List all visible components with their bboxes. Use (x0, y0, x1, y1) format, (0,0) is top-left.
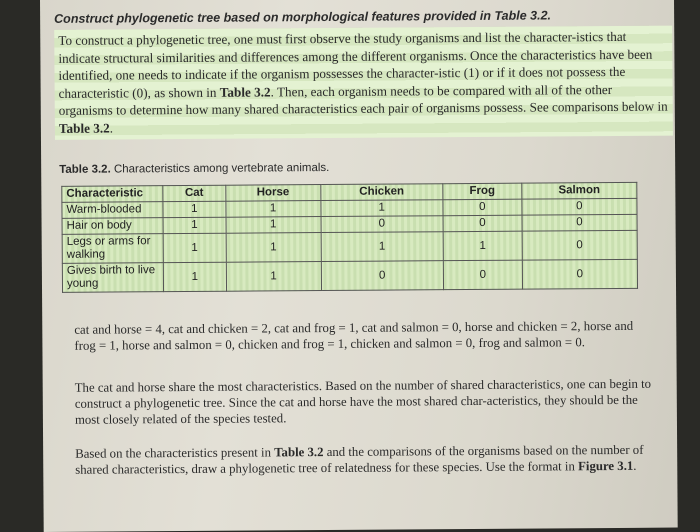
intro-text-1: To construct a phylogenetic tree, one must first observe the study organisms and list the character-istics that indicate structural similarities and differences among the different organisms. Once the characteristics have been identified, one needs to indicate if the organism possesses the character-istic (1) or if it does not possess the characteristic (0), as shown in (58, 28, 653, 101)
intro-paragraph (54, 26, 673, 140)
comparisons-paragraph: cat and horse = 4, cat and chicken = 2, cat and frog = 1, cat and salmon = 0, horse and chicken = 2, horse and frog = 1, horse and salmon = 0, chicken and frog = 1, chicken and salmon = 0, frog and salmon = 0. (74, 318, 634, 353)
instruction-text-1: Based on the characteristics present in (75, 445, 275, 461)
cell-value: 0 (522, 214, 637, 231)
cell-value: 1 (163, 233, 226, 262)
instruction-paragraph (75, 442, 655, 478)
cell-value: 0 (443, 199, 522, 216)
instruction-table-ref: Table 3.2 (274, 445, 324, 460)
cell-value: 1 (226, 201, 321, 218)
cell-value: 0 (522, 230, 637, 260)
cell-value: 1 (163, 201, 226, 217)
header-chicken: Chicken (320, 184, 443, 201)
cell-value: 0 (321, 261, 444, 291)
intro-table-ref-1: Table 3.2 (219, 84, 271, 100)
table-row (62, 230, 637, 263)
instruction-text-3: . (633, 458, 637, 473)
cell-value: 1 (443, 231, 522, 261)
header-frog: Frog (443, 183, 522, 200)
textbook-page (40, 0, 678, 532)
cell-value: 1 (163, 217, 226, 233)
instruction-figure-ref: Figure 3.1 (578, 458, 634, 474)
conclusion-paragraph: The cat and horse share the most characteristics. Based on the number of shared characteristics, one can begin to construct a phylogenetic tree. Since the cat and horse have the most shared char-acteristics, they should be the most closely related of the species tested. (74, 376, 652, 427)
header-horse: Horse (226, 185, 321, 202)
characteristics-table (61, 182, 638, 293)
cell-value: 1 (226, 217, 321, 234)
instruction-text-2: and the comparisons of the organisms based on the number of shared characteristics, draw a phylogenetic tree of relatedness for these species. Use the format in (75, 442, 644, 477)
cell-value: 1 (163, 262, 226, 291)
header-salmon: Salmon (522, 182, 637, 199)
intro-text-3: . (109, 120, 114, 136)
cell-value: 0 (443, 260, 522, 290)
table-row (62, 259, 637, 292)
intro-table-ref-2: Table 3.2 (58, 120, 110, 136)
cell-value: 0 (443, 215, 522, 232)
cell-value: 1 (226, 233, 321, 263)
table-caption (59, 162, 329, 176)
row-label: Legs or arms for walking (62, 234, 163, 264)
header-characteristic: Characteristic (62, 186, 163, 203)
cell-value: 1 (321, 232, 444, 262)
cell-value: 0 (522, 259, 637, 289)
cell-value: 0 (522, 198, 637, 215)
table-caption-text: Characteristics among vertebrate animals. (110, 161, 330, 176)
intro-text-2: . Then, each organism needs to be compared with all of the other organisms to determine how many shared characteristics each pair of organisms possess. See comparisons below in (58, 81, 668, 119)
row-label: Gives birth to live young (62, 263, 163, 293)
row-label: Hair on body (62, 218, 163, 235)
cell-value: 1 (320, 200, 443, 217)
cell-value: 0 (321, 216, 444, 233)
header-cat: Cat (163, 185, 226, 201)
table-caption-label: Table 3.2. (59, 163, 111, 176)
row-label: Warm-blooded (62, 202, 163, 219)
cell-value: 1 (226, 262, 321, 292)
exercise-heading: Construct phylogenetic tree based on morphological features provided in Table 3.2. (54, 8, 552, 26)
